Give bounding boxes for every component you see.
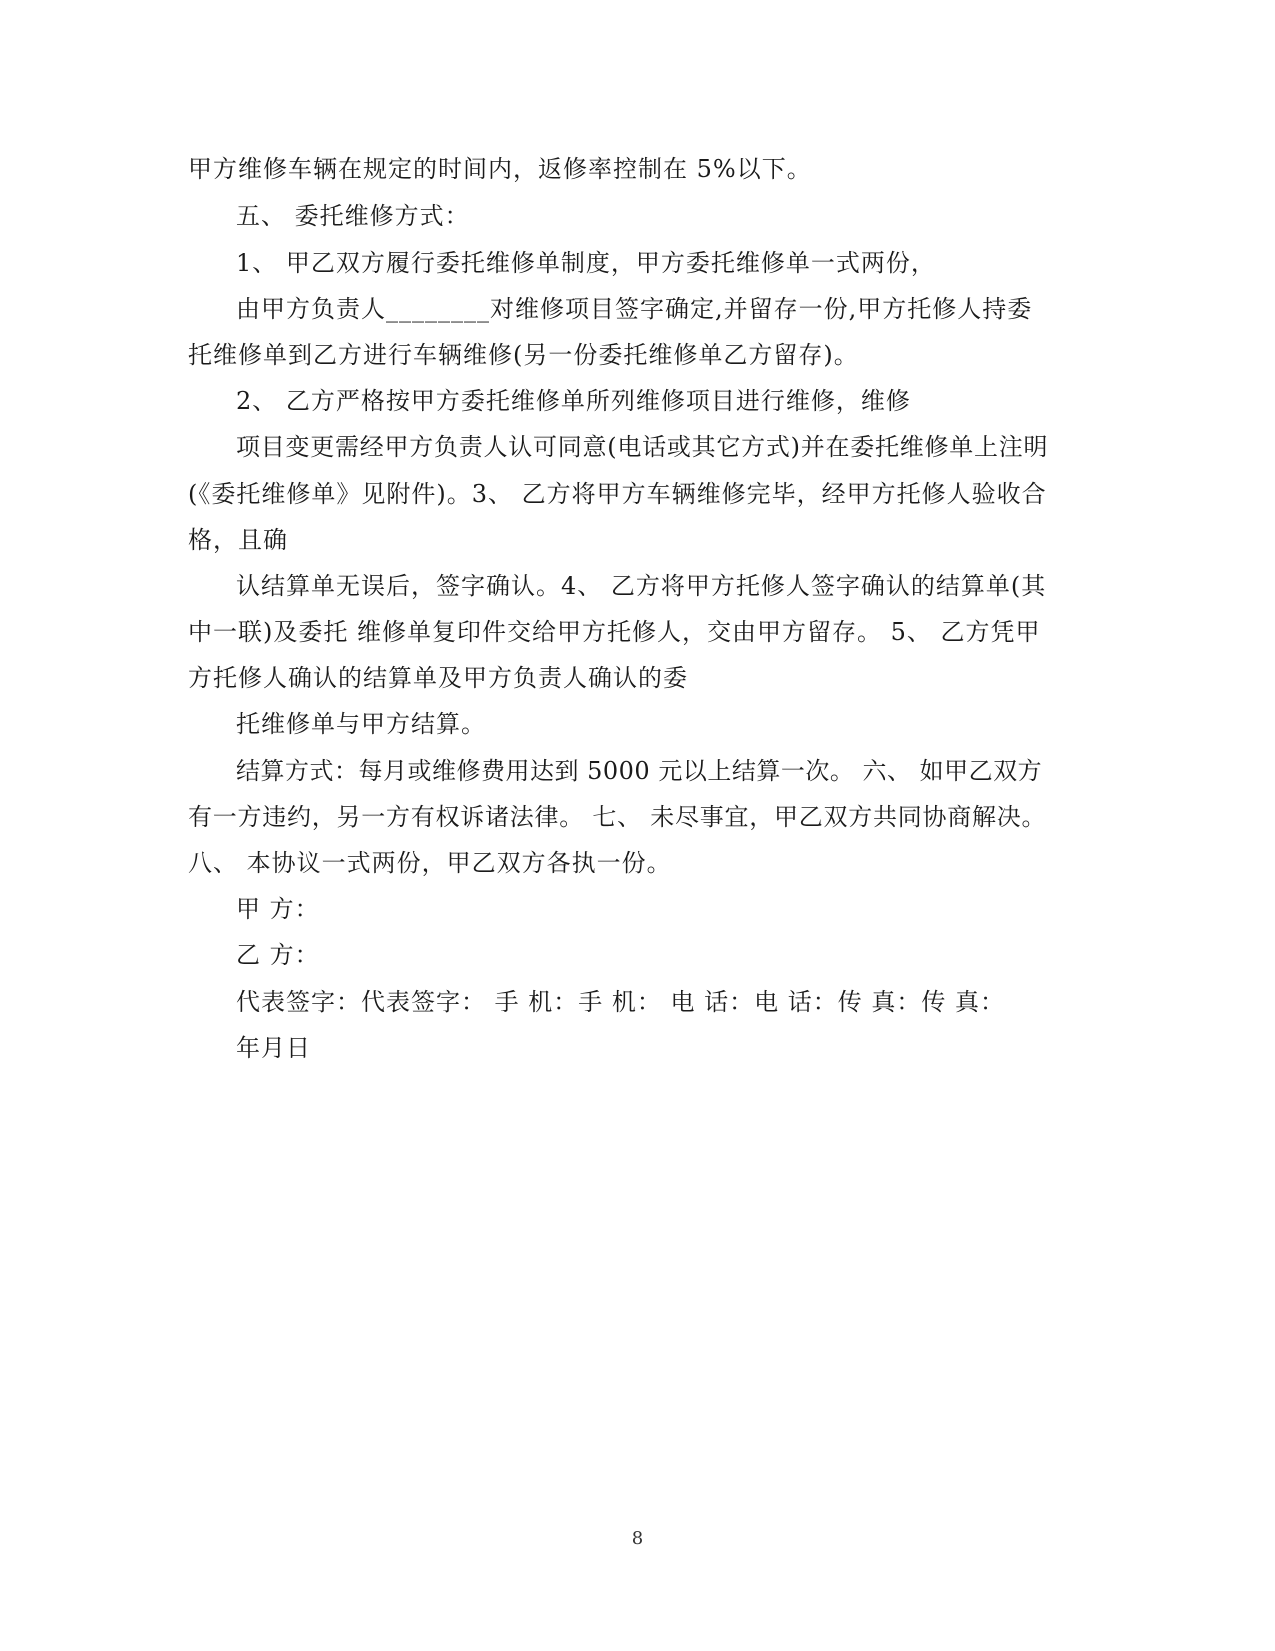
- page-number: 8: [631, 1528, 644, 1549]
- body-line: 项目变更需经甲方负责人认可同意(电话或其它方式)并在委托维修单上注明: [236, 433, 1049, 461]
- signature-line: 代表签字：代表签字： 手 机：手 机： 电 话：电 话：传 真：传 真：: [236, 988, 1006, 1016]
- body-line: 八、 本协议一式两份，甲乙双方各执一份。: [188, 849, 672, 877]
- section-heading: 五、 委托维修方式：: [236, 202, 470, 230]
- body-line: 认结算单无误后，签字确认。4、 乙方将甲方托修人签字确认的结算单(其: [236, 572, 1047, 600]
- body-line: (《委托维修单》见附件)。3、 乙方将甲方车辆维修完毕，经甲方托修人验收合: [188, 480, 1047, 508]
- body-line: 格，且确: [188, 526, 288, 554]
- body-line: 1、 甲乙双方履行委托维修单制度，甲方委托维修单一式两份，: [236, 249, 936, 277]
- body-line: 托维修单到乙方进行车辆维修(另一份委托维修单乙方留存)。: [188, 341, 859, 369]
- body-line: 中一联)及委托 维修单复印件交给甲方托修人，交由甲方留存。 5、 乙方凭甲: [188, 618, 1041, 646]
- body-line: 由甲方负责人________对维修项目签字确定,并留存一份,甲方托修人持委: [236, 295, 1033, 323]
- date-line: 年月日: [236, 1034, 311, 1062]
- body-line: 方托修人确认的结算单及甲方负责人确认的委: [188, 664, 688, 692]
- body-line: 甲方维修车辆在规定的时间内，返修率控制在 5%以下。: [188, 155, 812, 183]
- body-line: 2、 乙方严格按甲方委托维修单所列维修项目进行维修，维修: [236, 387, 911, 415]
- body-line: 结算方式：每月或维修费用达到 5000 元以上结算一次。 六、 如甲乙双方: [236, 757, 1043, 785]
- body-line: 有一方违约，另一方有权诉诸法律。 七、 未尽事宜，甲乙双方共同协商解决。: [188, 803, 1047, 831]
- body-line: 托维修单与甲方结算。: [236, 710, 486, 738]
- party-a-label: 甲 方：: [236, 895, 320, 923]
- party-b-label: 乙 方：: [236, 941, 320, 969]
